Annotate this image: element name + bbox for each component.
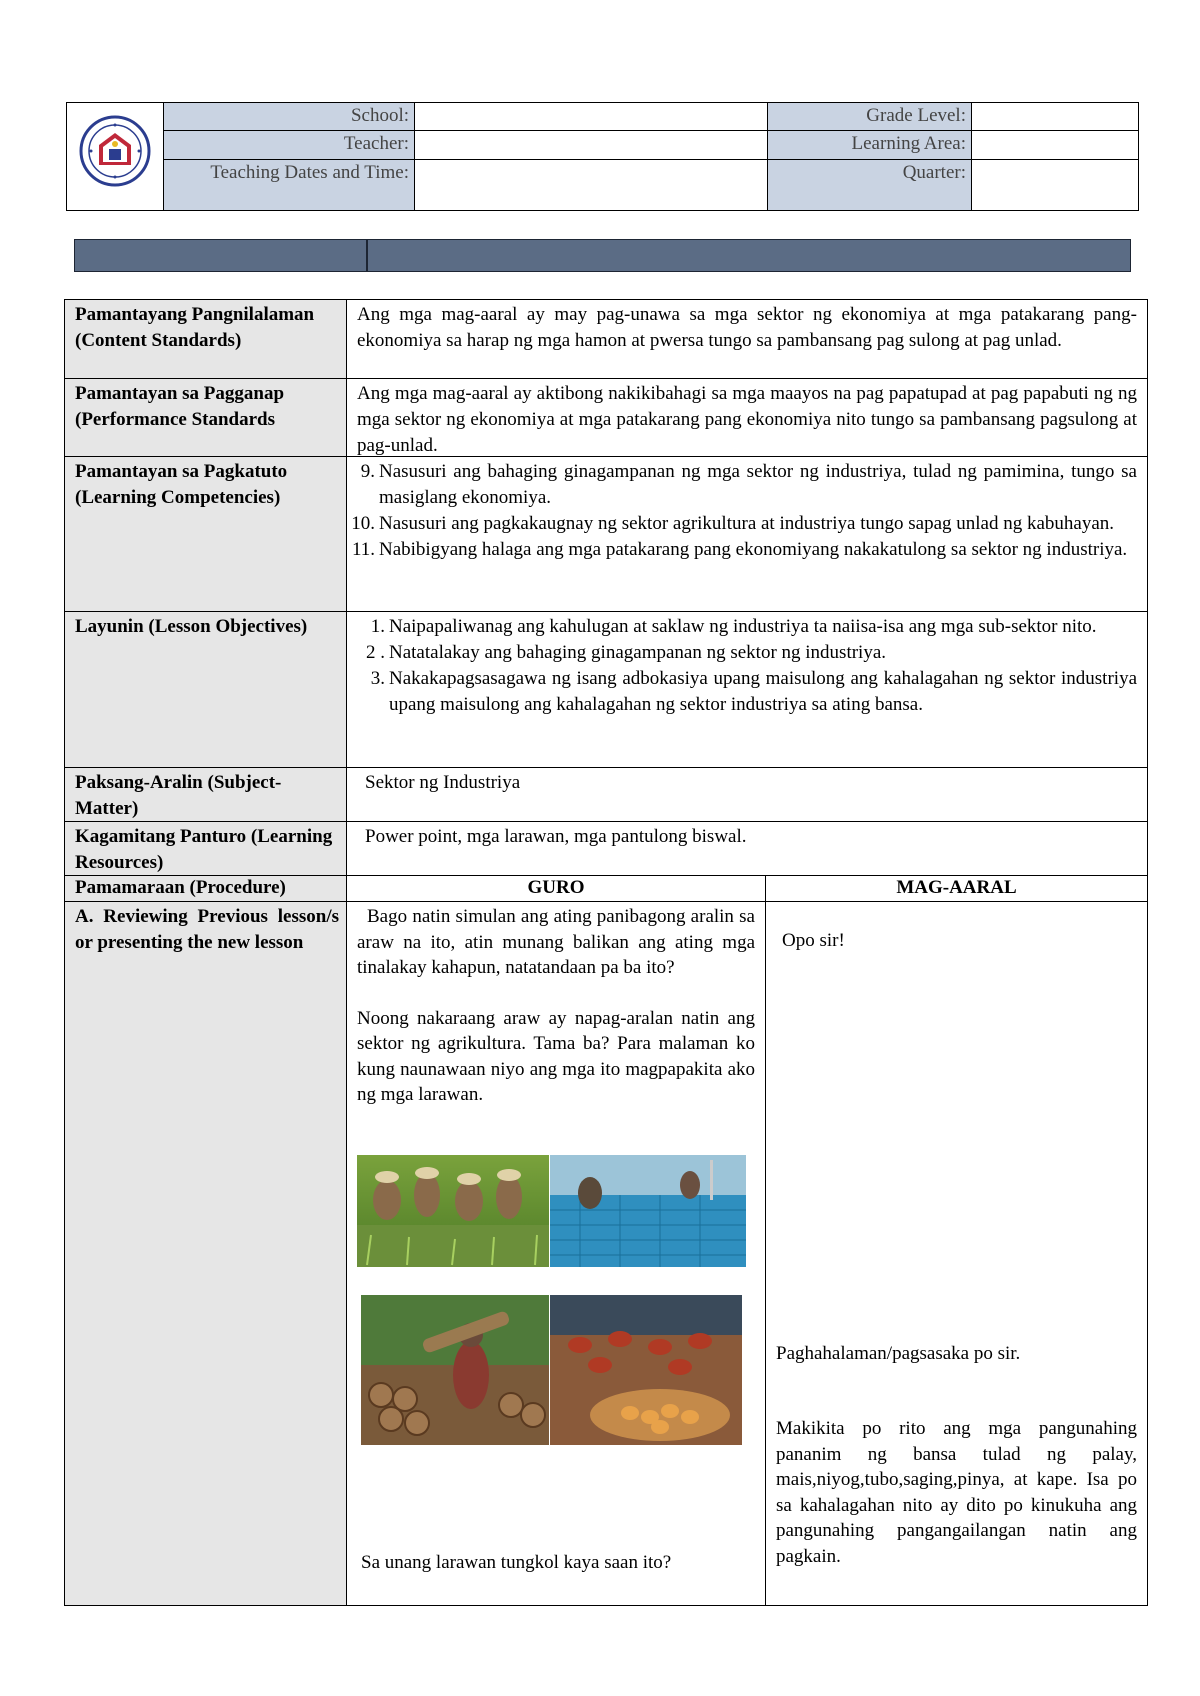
header-divider [164, 130, 1138, 131]
student-column-header: MAG-AARAL [896, 877, 1017, 898]
table-divider [65, 875, 1147, 876]
header-divider [971, 103, 972, 210]
teacher-column-header: GURO [527, 877, 585, 898]
teacher-paragraph: Noong nakaraang araw ay napag-aralan natin ang sektor ng agrikultura. Tama ba? Para malaman ko kung naunawaan niyo ang mga ito magpapakita ako ng mga larawan. [357, 1007, 755, 1105]
subject-matter-text: Sektor ng Industriya [365, 772, 521, 793]
teacher-field[interactable] [415, 131, 767, 159]
teacher-question-text: Sa unang larawan tungkol kaya saan ito? [361, 1552, 672, 1573]
review-label: A. Reviewing Previous lesson/s or presenting the new lesson [65, 902, 346, 1605]
competency-number: 11. [351, 539, 375, 560]
school-label: School: [164, 103, 414, 130]
teacher-intro [357, 904, 755, 1108]
table-divider [765, 876, 766, 1605]
objective-text: Nakakapagsasagawa ng isang adbokasiya upang maisulong ang kahalagahan ng sektor industriya upang maisulong ang kahalagahan ng sektor industriya sa ating bansa. [389, 668, 1137, 715]
performance-standards-text: Ang mga mag-aaral ay aktibong nakikibahagi sa mga maayos na pag papatupad at pag papabuti ng ng mga sektor ng ekonomiya at mga patakarang pang ekonomiya nito tungo sa pambansang pagsulong at pag-unlad. [357, 383, 1137, 456]
quarter-field[interactable] [972, 160, 1138, 210]
header-table [66, 102, 1139, 211]
grade-level-label: Grade Level: [768, 103, 971, 130]
table-divider [65, 901, 1147, 902]
forestry-photo [361, 1295, 549, 1445]
performance-standards-label: Pamantayan sa Pagganap (Performance Standards [65, 379, 346, 456]
learning-area-label: Learning Area: [768, 131, 971, 159]
student-response-2: Paghahalaman/pagsasaka po sir. [776, 1343, 1021, 1364]
section-bar-divider [366, 240, 368, 271]
competency-number: 10. [351, 513, 375, 534]
teacher-label: Teacher: [164, 131, 414, 159]
table-divider [65, 378, 1147, 379]
competency-text: Nasusuri ang pagkakaugnay ng sektor agrikultura at industriya tungo sapag unlad ng kabuhayan. [379, 513, 1115, 534]
objective-text: Naipapaliwanag ang kahulugan at saklaw ng industriya ta naiisa-isa ang mga sub-sektor nito. [389, 616, 1097, 637]
student-response-1: Opo sir! [782, 930, 845, 951]
competencies-label: Pamantayan sa Pagkatuto (Learning Competencies) [65, 457, 346, 611]
poultry-photo [550, 1295, 742, 1445]
objective-item [361, 666, 1137, 718]
objective-item [361, 614, 1137, 640]
objective-number: 3. [370, 668, 385, 689]
competency-text: Nabibigyang halaga ang mga patakarang pang ekonomiyang nakakatulong sa sektor ng industriya. [379, 539, 1128, 560]
table-divider [65, 456, 1147, 457]
objectives-label: Layunin (Lesson Objectives) [65, 612, 346, 767]
fishing-photo [550, 1155, 746, 1267]
resources-label: Kagamitang Panturo (Learning Resources) [65, 822, 346, 875]
content-standards-label: Pamantayang Pangnilalaman (Content Standards) [65, 300, 346, 378]
deped-seal-icon [79, 115, 151, 187]
table-divider [65, 611, 1147, 612]
learning-area-field[interactable] [972, 131, 1138, 159]
grade-level-field[interactable] [972, 103, 1138, 130]
section-bar [74, 239, 1131, 272]
school-field[interactable] [415, 103, 767, 130]
competency-item [351, 511, 1137, 537]
competency-item [351, 537, 1137, 563]
resources-text: Power point, mga larawan, mga pantulong biswal. [365, 826, 747, 847]
header-divider [767, 103, 768, 210]
table-divider [65, 767, 1147, 768]
student-response-3: Makikita po rito ang mga pangunahing pananim ng bansa tulad ng palay, mais,niyog,tubo,saging,pinya, at kape. Isa po sa kahalagahan nito ay dito po kinukuha ang pangunahing pangangailangan natin ang pagkain. [776, 1418, 1137, 1567]
competency-number: 9. [360, 461, 375, 482]
objective-number: 1. [370, 616, 385, 637]
table-divider [346, 300, 347, 1605]
objective-item [361, 640, 1137, 666]
objective-number: 2 . [366, 642, 385, 663]
competency-item [351, 459, 1137, 511]
objective-text: Natatalakay ang bahaging ginagampanan ng sektor ng industriya. [389, 642, 887, 663]
competencies-list [347, 457, 1147, 611]
subject-matter-label: Paksang-Aralin (Subject-Matter) [65, 768, 346, 821]
rice-farming-photo [357, 1155, 549, 1267]
quarter-label: Quarter: [768, 160, 971, 210]
objectives-list [347, 612, 1147, 767]
teaching-dates-label: Teaching Dates and Time: [164, 160, 414, 210]
teacher-question [361, 1550, 759, 1576]
logo-cell [67, 103, 164, 210]
header-divider [414, 103, 415, 210]
competency-text: Nasusuri ang bahaging ginagampanan ng mga sektor ng industriya, tulad ng pamimina, tungo sa masiglang ekonomiya. [379, 461, 1137, 508]
teacher-paragraph: Bago natin simulan ang ating panibagong aralin sa araw na ito, atin munang balikan ang ating mga tinalakay kahapun, natatandaan pa ba ito? [357, 906, 755, 978]
content-standards-text: Ang mga mag-aaral ay may pag-unawa sa mga sektor ng ekonomiya at mga patakarang pang-ekonomiya sa harap ng mga hamon at pwersa tungo sa pambansang pag sulong at pag unlad. [357, 304, 1137, 351]
header-divider [164, 159, 1138, 160]
table-divider [65, 821, 1147, 822]
procedure-label: Pamamaraan (Procedure) [65, 876, 346, 901]
teaching-dates-field[interactable] [415, 160, 767, 210]
lesson-plan-table [64, 299, 1148, 1606]
